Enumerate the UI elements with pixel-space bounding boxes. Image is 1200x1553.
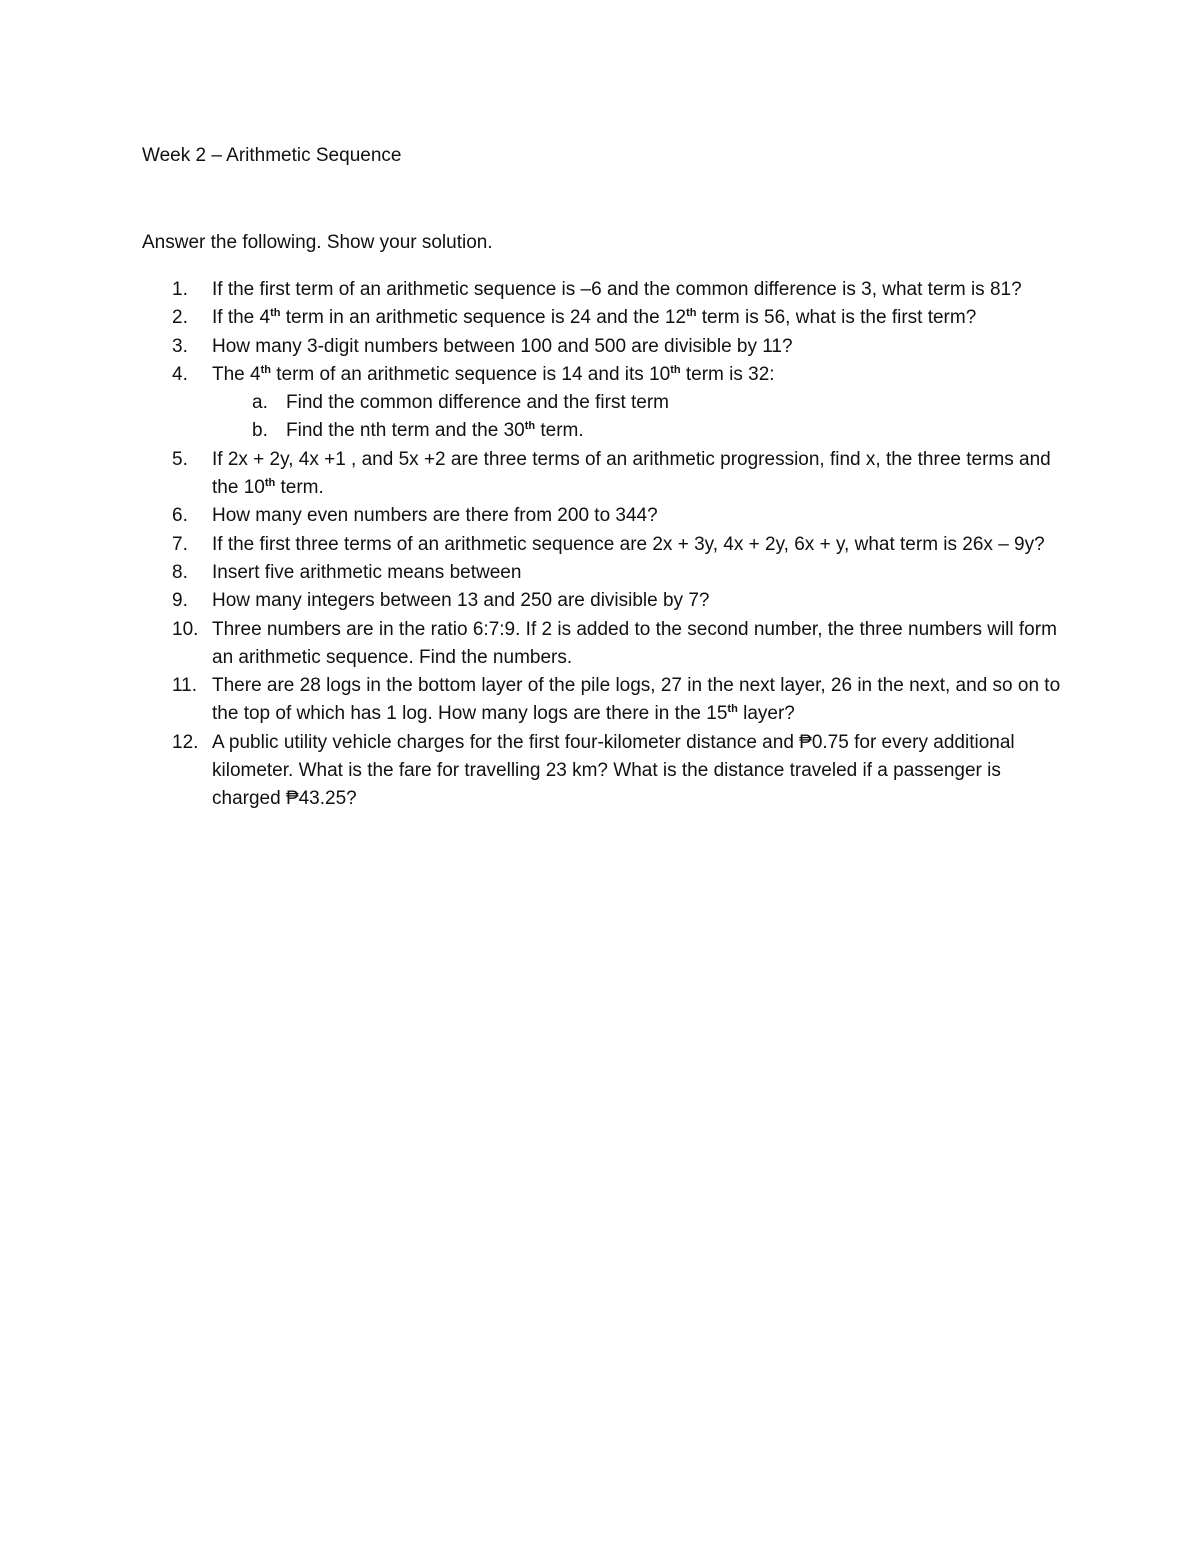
ordinal-superscript: th [670,363,681,376]
question-text: There are 28 logs in the bottom layer of the pile logs, 27 in the next layer, 26 in the next, and so on to the top of which has 1 log. How many logs are there in the 15 [212,675,1061,725]
sub-question-letter: b. [252,420,268,442]
sub-question-item [212,389,1062,417]
question-text: layer? [737,703,795,725]
question-number: 7. [172,533,188,555]
question-number: 10. [172,618,199,640]
question-item [142,587,1062,615]
question-number: 4. [172,363,188,385]
ordinal-superscript: th [270,307,281,320]
question-item [142,446,1062,503]
sub-question-item [212,417,1062,445]
question-number: 6. [172,505,188,527]
question-number: 1. [172,279,188,300]
question-item [142,616,1062,673]
ordinal-superscript: th [686,307,697,320]
question-text: How many integers between 13 and 250 are divisible by 7? [212,590,710,612]
question-text: Insert five arithmetic means between [212,561,522,583]
question-item [142,531,1062,559]
question-number: 9. [172,590,188,612]
sub-question-text: Find the common difference and the first term [286,392,669,414]
question-text: How many 3-digit numbers between 100 and 500 are divisible by 11? [212,335,793,357]
question-text: term. [275,477,324,499]
question-list [142,276,1062,814]
question-item [142,304,1062,332]
question-text: If the first three terms of an arithmetic sequence are 2x + 3y, 4x + 2y, 6x + y, what term is 26x – 9y? [212,533,1045,555]
question-text: How many even numbers are there from 200 to 344? [212,505,658,527]
question-item [142,333,1062,361]
question-text: term in an arithmetic sequence is 24 and the 12 [280,307,687,329]
question-item [142,729,1062,814]
question-item [142,672,1062,729]
sub-question-text: term. [535,420,584,442]
question-number: 2. [172,307,188,329]
question-text: The 4 [212,363,261,385]
question-item [142,276,1062,304]
question-text: If the first term of an arithmetic sequence is –6 and the common difference is 3, what term is 81? [212,279,1022,300]
question-text: A public utility vehicle charges for the first four-kilometer distance and ₱0.75 for every additional kilometer. What is the fare for travelling 23 km? What is the distance traveled if a passenger is charged ₱43.25? [212,731,1015,810]
sub-question-list [212,389,1062,446]
document-title: Week 2 – Arithmetic Sequence [142,145,402,166]
question-text: If the 4 [212,307,271,329]
question-text: term is 56, what is the first term? [696,307,977,329]
question-item [142,361,1062,446]
ordinal-superscript: th [727,703,738,716]
question-item [142,502,1062,530]
sub-question-letter: a. [252,392,268,414]
ordinal-superscript: th [260,363,271,376]
ordinal-superscript: th [524,420,536,433]
question-text: Three numbers are in the ratio 6:7:9. If 2 is added to the second number, the three numbers will form an arithmetic sequence. Find the numbers. [212,618,1057,668]
question-number: 11. [172,675,198,697]
sub-question-text: Find the nth term and the 30 [286,420,525,442]
question-item [142,559,1062,587]
question-number: 5. [172,448,188,470]
question-text: term of an arithmetic sequence is 14 and its 10 [270,363,671,385]
question-number: 12. [172,731,199,753]
question-text: If 2x + 2y, 4x +1 , and 5x +2 are three terms of an arithmetic progression, find x, the three terms and the 10 [212,448,1051,499]
question-number: 8. [172,561,188,583]
ordinal-superscript: th [264,477,276,490]
question-text: term is 32: [680,363,775,385]
question-number: 3. [172,335,188,357]
instructions-text: Answer the following. Show your solution. [142,232,493,253]
